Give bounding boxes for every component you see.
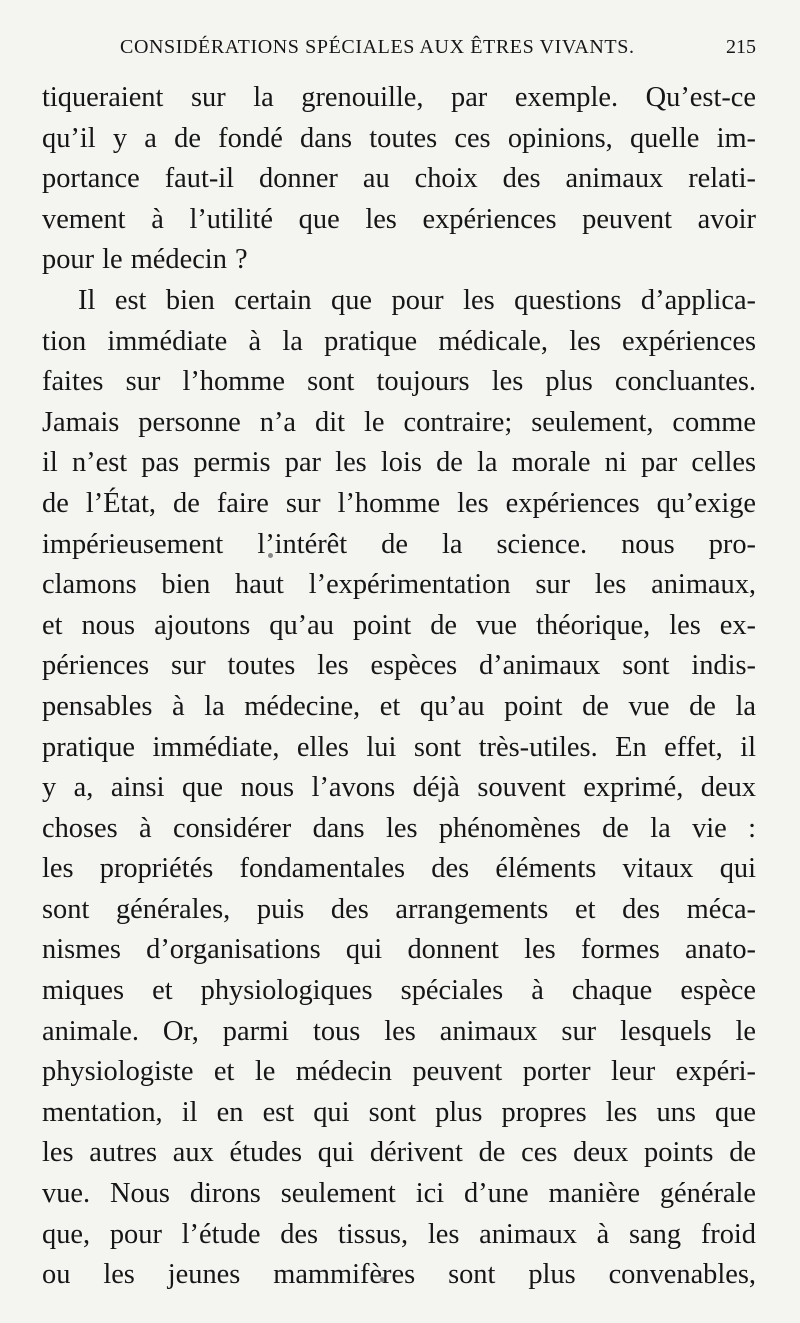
text-line: périences sur toutes les espèces d’animaux sont indis- <box>42 650 756 682</box>
text-line: mentation, il en est qui sont plus propres les uns que <box>42 1096 756 1128</box>
text-line: vue. Nous dirons seulement ici d’une manière générale <box>42 1178 756 1210</box>
text-line: les propriétés fondamentales des éléments vitaux qui <box>42 853 756 885</box>
text-line: miques et physiologiques spéciales à chaque espèce <box>42 975 756 1007</box>
text-line: ou les jeunes mammifères sont plus convenables, <box>42 1259 756 1291</box>
text-line: que, pour l’étude des tissus, les animaux à sang froid <box>42 1218 756 1250</box>
text-line: sont générales, puis des arrangements et des méca- <box>42 893 756 925</box>
text-line: pensables à la médecine, et qu’au point de vue de la <box>42 690 756 722</box>
text-line: tion immédiate à la pratique médicale, les expériences <box>42 325 756 357</box>
text-line: clamons bien haut l’expérimentation sur les animaux, <box>42 569 756 601</box>
text-line: impérieusement l’intérêt de la science. nous pro- <box>42 528 756 560</box>
text-line: pratique immédiate, elles lui sont très-utiles. En effet, il <box>42 731 756 763</box>
text-line: les autres aux études qui dérivent de ces deux points de <box>42 1137 756 1169</box>
text-line: vement à l’utilité que les expériences peuvent avoir <box>42 203 756 235</box>
text-line: animale. Or, parmi tous les animaux sur lesquels le <box>42 1015 756 1047</box>
page-number: 215 <box>726 36 756 58</box>
text-line: Il est bien certain que pour les questions d’applica- <box>78 284 756 316</box>
text-line: de l’État, de faire sur l’homme les expériences qu’exige <box>42 487 756 519</box>
text-line: physiologiste et le médecin peuvent porter leur expéri- <box>42 1056 756 1088</box>
text-line: tiqueraient sur la grenouille, par exemple. Qu’est-ce <box>42 82 756 113</box>
text-line: y a, ainsi que nous l’avons déjà souvent exprimé, deux <box>42 772 756 804</box>
text-line: pour le médecin ? <box>42 244 248 276</box>
text-line: Jamais personne n’a dit le contraire; seulement, comme <box>42 406 756 438</box>
text-line: il n’est pas permis par les lois de la morale ni par celles <box>42 447 756 479</box>
text-line: et nous ajoutons qu’au point de vue théorique, les ex- <box>42 609 756 641</box>
body-text <box>42 78 756 1296</box>
text-line: qu’il y a de fondé dans toutes ces opinions, quelle im- <box>42 122 756 154</box>
text-line: nismes d’organisations qui donnent les formes anato- <box>42 934 756 966</box>
page-header <box>120 36 756 66</box>
text-line: faites sur l’homme sont toujours les plus concluantes. <box>42 366 756 398</box>
text-line: choses à considérer dans les phénomènes de la vie : <box>42 812 756 844</box>
text-line: portance faut-il donner au choix des animaux relati- <box>42 163 756 195</box>
running-head: CONSIDÉRATIONS SPÉCIALES AUX ÊTRES VIVANTS. <box>120 36 635 58</box>
